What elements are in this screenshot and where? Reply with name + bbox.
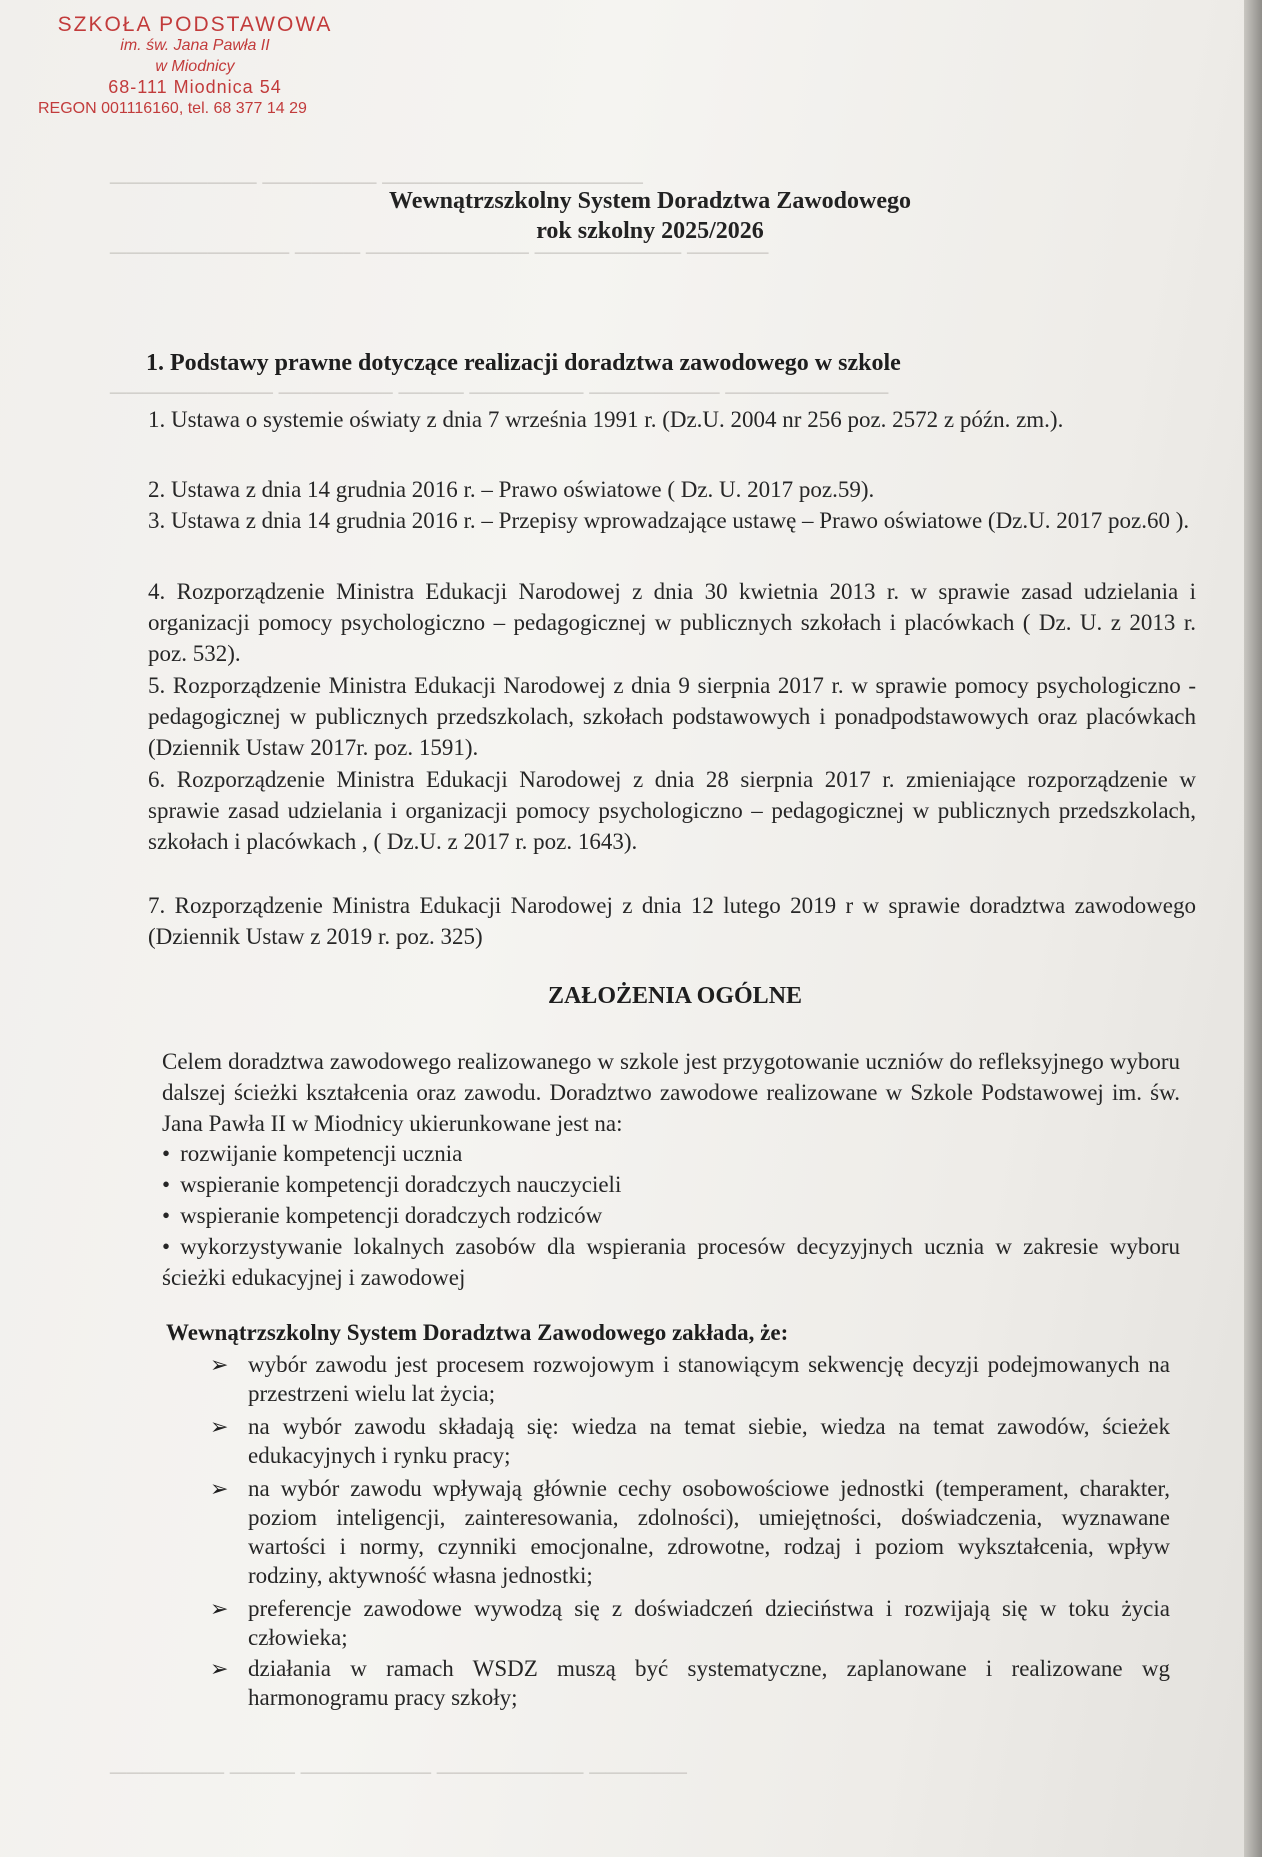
arrow-bullet-icon: ➢ bbox=[210, 1476, 229, 1501]
legal-item: 1. Ustawa o systemie oświaty z dnia 7 września 1991 r. (Dz.U. 2004 nr 256 poz. 2572 z późn. zm.). bbox=[148, 407, 1064, 432]
stamp-regon: REGON 001116160, tel. 68 377 14 29 bbox=[38, 100, 307, 117]
list-item bbox=[162, 1200, 1180, 1231]
legal-item: 2. Ustawa z dnia 14 grudnia 2016 r. – Prawo oświatowe ( Dz. U. 2017 poz.59). bbox=[148, 477, 875, 502]
list-item-text: rozwijanie kompetencji ucznia bbox=[180, 1141, 463, 1166]
arrow-bullet-icon: ➢ bbox=[210, 1656, 229, 1681]
list-item-text: preferencje zawodowe wywodzą się z doświadczeń dzieciństwa i rozwijają się w toku życia człowieka; bbox=[248, 1596, 1170, 1650]
list-item-text: wykorzystywanie lokalnych zasobów dla wspierania procesów decyzyjnych ucznia w zakresie wyboru ścieżki edukacyjnej i zawodowej bbox=[162, 1234, 1180, 1290]
list-item bbox=[162, 1231, 1180, 1293]
list-item bbox=[162, 1138, 1180, 1169]
school-stamp bbox=[30, 14, 360, 119]
list-item-text: wybór zawodu jest procesem rozwojowym i stanowiącym sekwencję decyzji podejmowanych na przestrzeni wielu lat życia; bbox=[248, 1352, 1170, 1406]
list-item-text: wspieranie kompetencji doradczych nauczycieli bbox=[180, 1172, 622, 1197]
legal-item: 3. Ustawa z dnia 14 grudnia 2016 r. – Przepisy wprowadzające ustawę – Prawo oświatowe (Dz.U. 2017 poz.60 ). bbox=[148, 508, 1190, 533]
bullet-glyph: • bbox=[162, 1172, 171, 1197]
legal-item: 5. Rozporządzenie Ministra Edukacji Narodowej z dnia 9 sierpnia 2017 r. w sprawie pomocy psychologiczno - pedagogicznej w publicznych przedszkolach, szkołach podstawowych i ponadpodstawowych oraz placówkach (Dziennik Ustaw 2017r. poz. 1591). bbox=[148, 673, 1196, 760]
stamp-school-name: SZKOŁA PODSTAWOWA bbox=[57, 13, 333, 36]
list-item-text: na wybór zawodu składają się: wiedza na temat siebie, wiedza na temat zawodów, ścieżek edukacyjnych i rynku pracy; bbox=[248, 1414, 1170, 1468]
section-heading-general-assumptions: ZAŁOŻENIA OGÓLNE bbox=[547, 983, 803, 1009]
stamp-patron: im. św. Jana Pawła II bbox=[120, 37, 270, 54]
stamp-location: w Miodnicy bbox=[155, 58, 235, 75]
arrow-bullet-icon: ➢ bbox=[210, 1414, 229, 1439]
list-item-text: na wybór zawodu wpływają głównie cechy osobowościowe jednostki (temperament, charakter, poziom inteligencji, zainteresowania, zdolności), umiejętności, doświadczenia, wyznawane wartości i normy, czynniki emocjonalne, zdrowotne, rodzaj i poziom wykształcenia, wpływ rodziny, aktywność własna jednostki; bbox=[248, 1476, 1170, 1588]
bleed-through-text: ────── ───────── ──────── ──── ─────── bbox=[110, 1760, 688, 1785]
bullet-glyph: • bbox=[162, 1234, 171, 1259]
bleed-through-text: ───── ───────── ────────── ──── ─────────── bbox=[110, 240, 769, 265]
bullet-glyph: • bbox=[162, 1141, 171, 1166]
list-item-text: wspieranie kompetencji doradczych rodziców bbox=[180, 1203, 603, 1228]
stamp-address: 68-111 Miodnica 54 bbox=[108, 77, 282, 97]
arrow-bullet-icon: ➢ bbox=[210, 1352, 229, 1377]
bleed-through-text: ────────── ──────── ─────── ──── ─────── ────────── bbox=[110, 380, 889, 405]
section-heading-legal-basis: 1. Podstawy prawne dotyczące realizacji doradztwa zawodowego w szkole bbox=[146, 350, 901, 376]
list-item-text: działania w ramach WSDZ muszą być systematyczne, zaplanowane i realizowane wg harmonogramu pracy szkoły; bbox=[248, 1656, 1170, 1710]
legal-item: 6. Rozporządzenie Ministra Edukacji Narodowej z dnia 28 sierpnia 2017 r. zmieniające rozporządzenie w sprawie zasad udzielania i organizacji pomocy psychologiczno – pedagogicznej w publicznych przedszkolach, szkołach i placówkach , ( Dz.U. z 2017 r. poz. 1643). bbox=[148, 767, 1196, 854]
intro-paragraph: Celem doradztwa zawodowego realizowanego w szkole jest przygotowanie uczniów do refleksyjnego wyboru dalszej ścieżki kształcenia oraz zawodu. Doradztwo zawodowe realizowane w Szkole Podstawowej im. św. Jana Pawła II w Miodnicy ukierunkowane jest na: bbox=[162, 1049, 1180, 1136]
wsdz-assumptions-heading: Wewnątrzszkolny System Doradztwa Zawodowego zakłada, że: bbox=[166, 1320, 789, 1345]
legal-item: 7. Rozporządzenie Ministra Edukacji Narodowej z dnia 12 lutego 2019 r w sprawie doradztwa zawodowego (Dziennik Ustaw z 2019 r. poz. 325) bbox=[148, 893, 1196, 949]
document-subtitle: rok szkolny 2025/2026 bbox=[536, 218, 764, 244]
document-title: Wewnątrzszkolny System Doradztwa Zawodowego bbox=[389, 188, 911, 214]
legal-item: 4. Rozporządzenie Ministra Edukacji Narodowej z dnia 30 kwietnia 2013 r. w sprawie zasad udzielania i organizacji pomocy psychologiczno – pedagogicznej w publicznych szkołach i placówkach ( Dz. U. z 2013 r. poz. 532). bbox=[148, 579, 1196, 666]
list-item bbox=[162, 1169, 1180, 1200]
bullet-glyph: • bbox=[162, 1203, 171, 1228]
arrow-bullet-icon: ➢ bbox=[210, 1596, 229, 1621]
bleed-through-text: ──────────────── ─────── ───────── bbox=[110, 170, 643, 195]
page-edge-shadow bbox=[1244, 0, 1262, 1857]
